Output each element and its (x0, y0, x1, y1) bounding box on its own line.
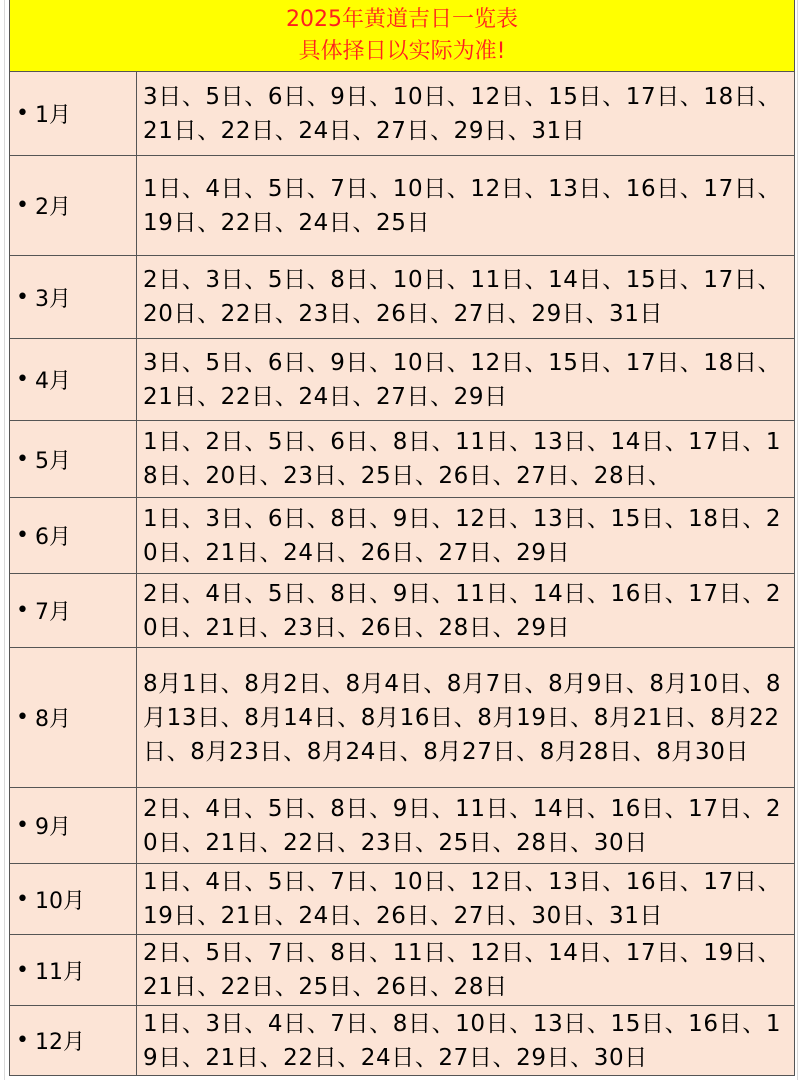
month-label: 2月 (34, 195, 71, 220)
dates-cell (137, 1006, 794, 1075)
table-row (10, 648, 794, 788)
month-cell (10, 256, 137, 338)
bullet-icon: • (16, 705, 29, 730)
dates-cell (137, 256, 794, 338)
dates-text: 1日、3日、4日、7日、8日、10日、13日、15日、16日、19日、21日、22日、24日、27日、29日、30日 (143, 1010, 782, 1071)
dates-cell (137, 498, 794, 573)
dates-text: 1日、4日、5日、7日、10日、12日、13日、16日、17日、19日、21日、24日、26日、27日、30日、31日 (143, 869, 782, 929)
month-cell (10, 935, 137, 1005)
almanac-table (9, 0, 795, 1076)
month-label: 1月 (34, 103, 71, 128)
table-row (10, 1006, 794, 1076)
dates-text: 1日、2日、5日、6日、8日、11日、13日、14日、17日、18日、20日、23日、25日、26日、27日、28日、 (143, 429, 782, 489)
month-label: 12月 (34, 1030, 85, 1055)
sheet-gridline (4, 0, 5, 1080)
table-row (10, 339, 794, 421)
bullet-icon: • (16, 446, 29, 472)
table-row (10, 156, 794, 256)
month-cell (10, 72, 137, 155)
month-label: 5月 (34, 448, 71, 474)
dates-text: 3日、5日、6日、9日、10日、12日、15日、17日、18日、21日、22日、24日、27日、29日、31日 (143, 83, 782, 144)
bullet-icon: • (16, 813, 29, 838)
table-row (10, 935, 794, 1006)
bullet-icon: • (16, 1028, 29, 1053)
month-cell (10, 864, 137, 934)
month-label: 3月 (34, 286, 71, 312)
dates-cell (137, 864, 794, 934)
bullet-icon: • (16, 101, 29, 126)
bullet-icon: • (16, 886, 29, 912)
month-cell (10, 648, 137, 787)
table-row (10, 256, 794, 339)
dates-text: 2日、4日、5日、8日、9日、11日、14日、16日、17日、20日、21日、23日、26日、28日、29日 (143, 580, 782, 641)
bullet-icon: • (16, 284, 29, 310)
bullet-icon: • (16, 193, 29, 218)
table-row (10, 864, 794, 935)
header-title: 2025年黄道吉日一览表 (286, 6, 518, 32)
dates-cell (137, 339, 794, 420)
dates-text: 2日、3日、5日、8日、10日、11日、14日、15日、17日、20日、22日、23日、26日、27日、29日、31日 (143, 267, 782, 327)
dates-cell (137, 648, 794, 787)
dates-text: 3日、5日、6日、9日、10日、12日、15日、17日、18日、21日、22日、24日、27日、29日 (143, 349, 782, 410)
dates-text: 8月1日、8月2日、8月4日、8月7日、8月9日、8月10日、8月13日、8月14日、8月16日、8月19日、8月21日、8月22日、8月23日、8月24日、8月27日、8月28日、8月30日 (143, 670, 782, 765)
month-label: 11月 (34, 959, 85, 985)
table-row (10, 788, 794, 864)
sheet-gridline (797, 0, 798, 1080)
month-label: 6月 (34, 525, 71, 550)
table-header (10, 0, 794, 72)
dates-cell (137, 72, 794, 155)
month-cell (10, 156, 137, 255)
month-cell (10, 421, 137, 497)
month-cell (10, 498, 137, 573)
header-note: 具体择日以实际为准! (298, 38, 506, 64)
month-cell (10, 574, 137, 647)
dates-cell (137, 788, 794, 863)
dates-text: 2日、5日、7日、8日、11日、12日、14日、17日、19日、21日、22日、25日、26日、28日 (143, 940, 782, 1000)
bullet-icon: • (16, 523, 29, 548)
dates-cell (137, 421, 794, 497)
bullet-icon: • (16, 957, 29, 983)
month-cell (10, 788, 137, 863)
table-row (10, 72, 794, 156)
month-label: 9月 (34, 815, 71, 840)
table-row (10, 498, 794, 574)
month-label: 8月 (34, 707, 71, 732)
dates-text: 1日、4日、5日、7日、10日、12日、13日、16日、17日、19日、22日、24日、25日 (143, 175, 782, 236)
dates-cell (137, 574, 794, 647)
table-row (10, 574, 794, 648)
bullet-icon: • (16, 367, 29, 392)
month-label: 4月 (34, 369, 71, 394)
month-cell (10, 1006, 137, 1075)
dates-text: 2日、4日、5日、8日、9日、11日、14日、16日、17日、20日、21日、22日、23日、25日、28日、30日 (143, 795, 782, 856)
table-row (10, 421, 794, 498)
month-cell (10, 339, 137, 420)
month-label: 7月 (34, 600, 71, 625)
dates-cell (137, 935, 794, 1005)
dates-cell (137, 156, 794, 255)
dates-text: 1日、3日、6日、8日、9日、12日、13日、15日、18日、20日、21日、24日、26日、27日、29日 (143, 505, 782, 566)
bullet-icon: • (16, 598, 29, 623)
month-label: 10月 (34, 888, 85, 914)
